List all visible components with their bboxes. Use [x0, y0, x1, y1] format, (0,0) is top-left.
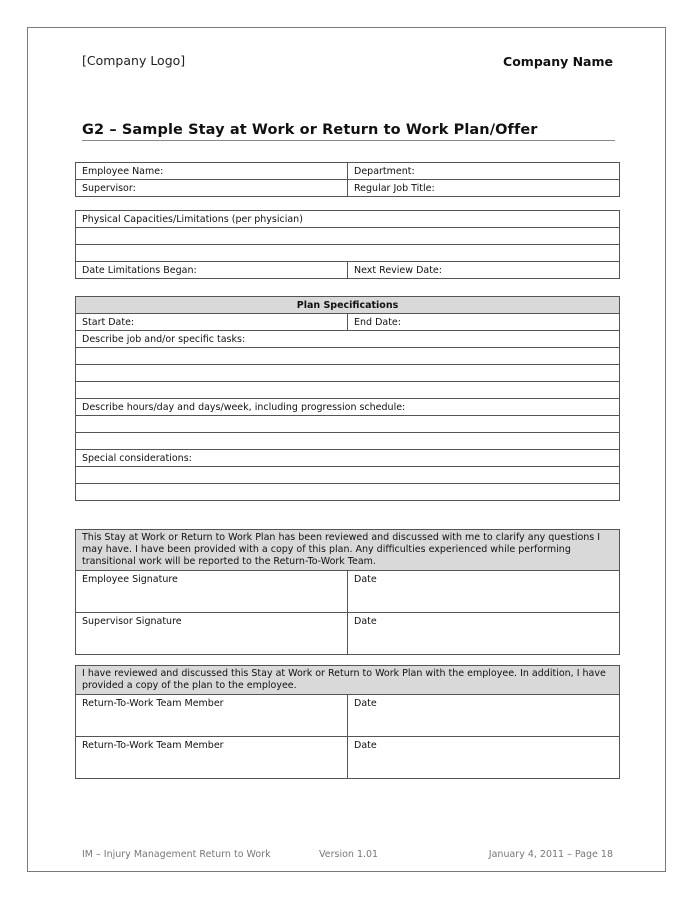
plan-specifications-table [75, 296, 620, 501]
supervisor-signature-field[interactable]: Supervisor Signature [76, 613, 348, 655]
employee-signature-date-field[interactable]: Date [348, 571, 620, 613]
table-row [76, 211, 620, 228]
table-row [76, 297, 620, 314]
table-row [76, 163, 620, 180]
footer-date-page: January 4, 2011 – Page 18 [488, 849, 613, 860]
supervisor-signature-date-field[interactable]: Date [348, 613, 620, 655]
next-review-date-field[interactable]: Next Review Date: [348, 262, 620, 279]
hours-schedule-label: Describe hours/day and days/week, including progression schedule: [76, 399, 620, 416]
physical-capacities-line-2[interactable] [76, 245, 620, 262]
special-considerations-line-2[interactable] [76, 484, 620, 501]
employee-info-table [75, 162, 620, 197]
page-title: G2 – Sample Stay at Work or Return to Work Plan/Offer [82, 122, 615, 141]
table-row [76, 365, 620, 382]
hours-schedule-line-2[interactable] [76, 433, 620, 450]
job-tasks-line-2[interactable] [76, 365, 620, 382]
special-considerations-line-1[interactable] [76, 467, 620, 484]
team-acknowledgement-table [75, 665, 620, 779]
table-row [76, 180, 620, 197]
table-row [76, 666, 620, 695]
plan-specifications-header: Plan Specifications [76, 297, 620, 314]
table-row [76, 416, 620, 433]
company-name: Company Name [503, 54, 613, 69]
team-acknowledgement-statement: I have reviewed and discussed this Stay at Work or Return to Work Plan with the employee. In addition, I have provided a copy of the plan to the employee. [76, 666, 620, 695]
special-considerations-label: Special considerations: [76, 450, 620, 467]
rtw-team-member-2-signature-field[interactable]: Return-To-Work Team Member [76, 737, 348, 779]
table-row [76, 695, 620, 737]
physical-capacities-line-1[interactable] [76, 228, 620, 245]
table-row [76, 228, 620, 245]
job-tasks-line-3[interactable] [76, 382, 620, 399]
employee-name-field[interactable]: Employee Name: [76, 163, 348, 180]
table-row [76, 737, 620, 779]
end-date-field[interactable]: End Date: [348, 314, 620, 331]
table-row [76, 530, 620, 571]
table-row [76, 245, 620, 262]
footer-version: Version 1.01 [319, 849, 379, 860]
table-row [76, 399, 620, 416]
table-row [76, 613, 620, 655]
date-limitations-began-field[interactable]: Date Limitations Began: [76, 262, 348, 279]
company-logo-placeholder: [Company Logo] [82, 53, 186, 68]
job-tasks-line-1[interactable] [76, 348, 620, 365]
rtw-team-member-1-signature-field[interactable]: Return-To-Work Team Member [76, 695, 348, 737]
physical-capacities-label: Physical Capacities/Limitations (per physician) [76, 211, 620, 228]
table-row [76, 571, 620, 613]
job-tasks-label: Describe job and/or specific tasks: [76, 331, 620, 348]
table-row [76, 382, 620, 399]
regular-job-title-field[interactable]: Regular Job Title: [348, 180, 620, 197]
supervisor-field[interactable]: Supervisor: [76, 180, 348, 197]
rtw-team-member-1-date-field[interactable]: Date [348, 695, 620, 737]
physical-capacities-table [75, 210, 620, 279]
table-row [76, 484, 620, 501]
table-row [76, 331, 620, 348]
hours-schedule-line-1[interactable] [76, 416, 620, 433]
rtw-team-member-2-date-field[interactable]: Date [348, 737, 620, 779]
employee-acknowledgement-statement: This Stay at Work or Return to Work Plan has been reviewed and discussed with me to clarify any questions I may have. I have been provided with a copy of this plan. Any difficulties experienced while performing transitional work will be reported to the Return-To-Work Team. [76, 530, 620, 571]
table-row [76, 433, 620, 450]
table-row [76, 348, 620, 365]
table-row [76, 450, 620, 467]
table-row [76, 467, 620, 484]
employee-acknowledgement-table [75, 529, 620, 655]
footer-document-name: IM – Injury Management Return to Work [82, 849, 271, 860]
department-field[interactable]: Department: [348, 163, 620, 180]
start-date-field[interactable]: Start Date: [76, 314, 348, 331]
employee-signature-field[interactable]: Employee Signature [76, 571, 348, 613]
table-row [76, 262, 620, 279]
table-row [76, 314, 620, 331]
